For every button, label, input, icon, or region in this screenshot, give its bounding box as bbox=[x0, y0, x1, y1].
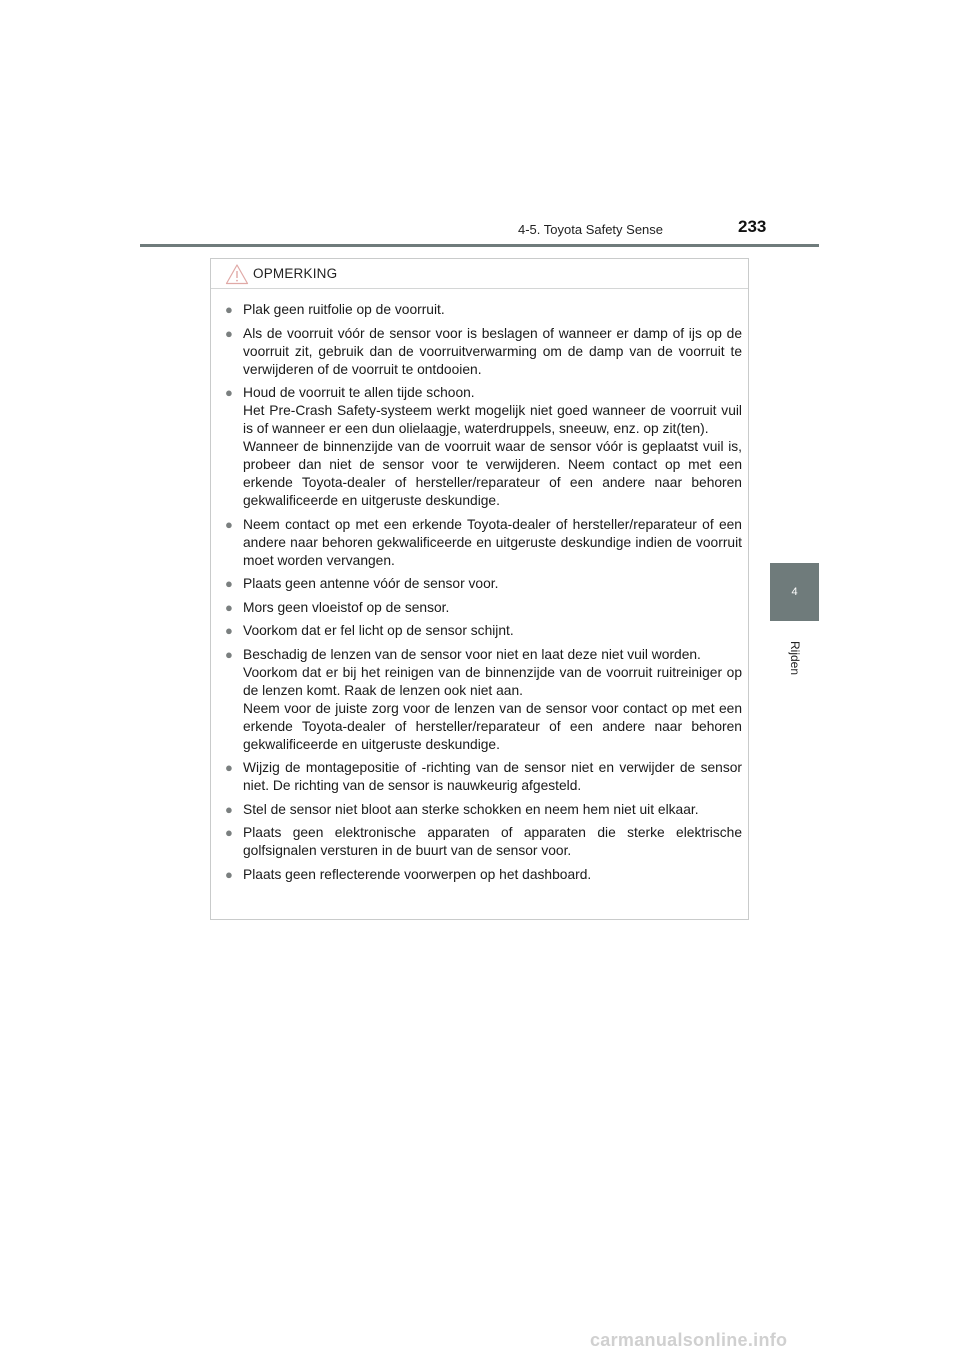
notice-header bbox=[211, 259, 748, 289]
header-rule bbox=[140, 244, 819, 247]
notice-item-text: Plaats geen antenne vóór de sensor voor. bbox=[243, 576, 499, 591]
section-title: 4-5. Toyota Safety Sense bbox=[518, 222, 664, 237]
notice-item-text: Houd de voorruit te allen tijde schoon. bbox=[243, 385, 475, 400]
chapter-tab: 4 bbox=[770, 563, 819, 621]
bullet-icon: ● bbox=[225, 623, 233, 638]
notice-item-text: Plaats geen elektronische apparaten of apparaten die sterke elektrische golfsignalen versturen in de buurt van de sensor voor. bbox=[243, 825, 742, 858]
bullet-icon: ● bbox=[225, 866, 233, 882]
bullet-icon: ● bbox=[225, 801, 233, 817]
bullet-icon: ● bbox=[225, 385, 233, 400]
notice-item-text: Als de voorruit vóór de sensor voor is beslagen of wanneer er damp of ijs op de voorruit zit, gebruik dan de voorruitverwarming om de damp van de voorruit te verwijderen of de voorruit te ontdooien. bbox=[243, 325, 742, 377]
page-number: 233 bbox=[738, 217, 767, 236]
notice-item-text: Plaats geen reflecterende voorwerpen op het dashboard. bbox=[243, 866, 592, 882]
bullet-icon: ● bbox=[225, 646, 233, 662]
notice-item bbox=[225, 824, 742, 860]
notice-item bbox=[225, 759, 742, 795]
bullet-icon: ● bbox=[225, 516, 233, 532]
notice-item-text: Wijzig de montagepositie of -richting van de sensor niet en verwijder de sensor niet. De richting van de sensor is nauwkeurig afgesteld. bbox=[243, 760, 742, 793]
notice-item-text: Het Pre-Crash Safety-systeem werkt mogelijk niet goed wanneer de voorruit vuil is of wanneer er een dun olielaagje, waterdruppels, sneeuw, enz. op zit(ten). bbox=[243, 403, 742, 436]
notice-list bbox=[211, 289, 748, 884]
notice-item-text: Neem voor de juiste zorg voor de lenzen van de sensor voor contact op met een erkende Toyota-dealer of hersteller/reparateur of een andere naar behoren gekwalificeerde en uitgeruste deskundige. bbox=[243, 700, 742, 752]
notice-item bbox=[225, 325, 742, 379]
notice-item bbox=[225, 801, 742, 819]
notice-item-text: Stel de sensor niet bloot aan sterke schokken en neem hem niet uit elkaar. bbox=[243, 801, 699, 817]
notice-item bbox=[225, 622, 742, 640]
chapter-label: Rijden bbox=[788, 640, 802, 676]
notice-item bbox=[225, 866, 742, 884]
bullet-icon: ● bbox=[225, 325, 233, 341]
notice-title: OPMERKING bbox=[253, 266, 338, 281]
notice-item bbox=[225, 384, 742, 510]
bullet-icon: ● bbox=[225, 825, 233, 840]
notice-box bbox=[210, 258, 749, 920]
notice-item-text: Voorkom dat er bij het reinigen van de binnenzijde van de voorruit ruitreiniger op de lenzen komt. Raak de lenzen ook niet aan. bbox=[243, 664, 742, 698]
notice-item-text: Plak geen ruitfolie op de voorruit. bbox=[243, 302, 445, 317]
notice-item bbox=[225, 575, 742, 593]
bullet-icon: ● bbox=[225, 599, 233, 615]
notice-item bbox=[225, 301, 742, 319]
bullet-icon: ● bbox=[225, 760, 233, 775]
notice-item bbox=[225, 646, 742, 754]
notice-item-text: Beschadig de lenzen van de sensor voor niet en laat deze niet vuil worden. bbox=[243, 646, 701, 662]
notice-item-text: Mors geen vloeistof op de sensor. bbox=[243, 599, 450, 615]
notice-item-text: Voorkom dat er fel licht op de sensor schijnt. bbox=[243, 623, 514, 638]
bullet-icon: ● bbox=[225, 576, 233, 591]
notice-item-text: Wanneer de binnenzijde van de voorruit waar de sensor vóór is geplaatst vuil is, probeer dan niet de sensor voor te verwijderen. Neem contact op met een erkende Toyota-dealer of hersteller/reparateur of een andere naar behoren gekwalificeerde en uitgeruste deskundige. bbox=[243, 439, 742, 508]
bullet-icon: ● bbox=[225, 302, 233, 317]
notice-item bbox=[225, 599, 742, 617]
notice-item-text: Neem contact op met een erkende Toyota-dealer of hersteller/reparateur of een andere naar behoren gekwalificeerde en uitgeruste deskundige indien de voorruit moet worden vervangen. bbox=[243, 516, 742, 568]
warning-triangle-icon bbox=[225, 263, 249, 285]
notice-item bbox=[225, 516, 742, 570]
footer-watermark: carmanualsonline.info bbox=[590, 1330, 788, 1350]
